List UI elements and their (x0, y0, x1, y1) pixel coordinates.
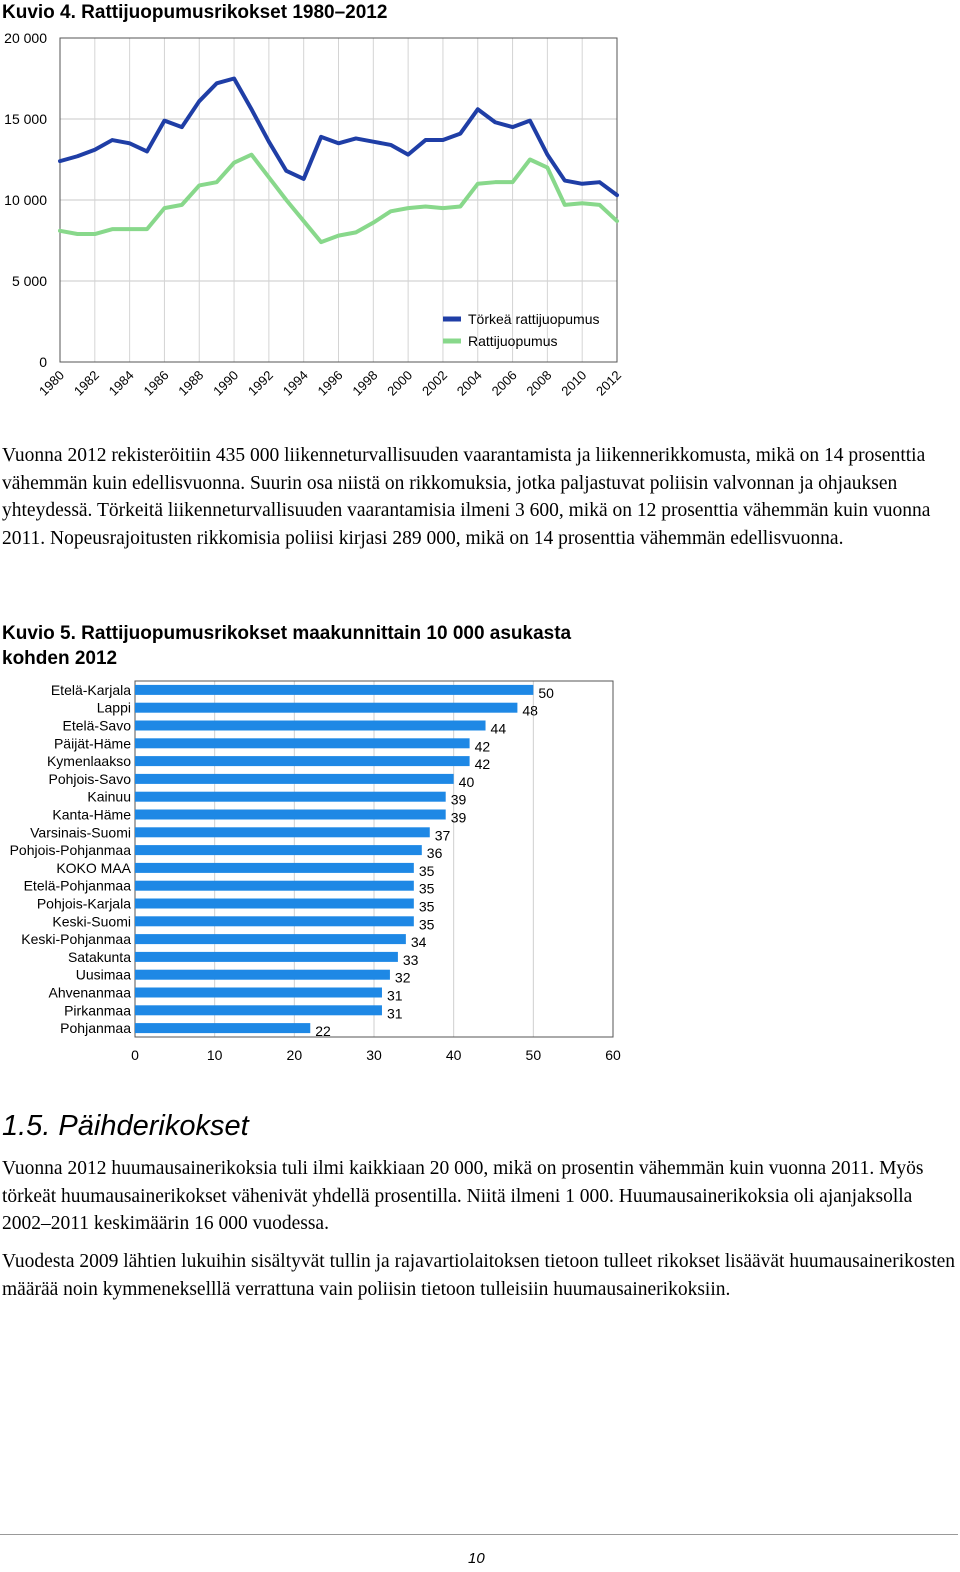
figure4-y-tick-labels (4, 30, 47, 370)
figure5-x-tick-label: 10 (206, 1047, 223, 1063)
figure5-bar (135, 863, 414, 873)
figure5-bar (135, 916, 414, 926)
figure5-category-label: Lappi (96, 699, 131, 716)
figure5-x-tick-label: 60 (605, 1047, 621, 1063)
figure5-grid (135, 681, 613, 1040)
figure4-x-tick-label: 1990 (210, 367, 242, 399)
figure5-bar (135, 988, 382, 998)
figure5-bar-chart (0, 672, 660, 1072)
figure5-category-label: Uusimaa (75, 966, 131, 983)
figure5-x-tick-label: 30 (366, 1047, 382, 1063)
figure4-x-tick-label: 2000 (384, 367, 416, 399)
figure5-category-label: Kymenlaakso (46, 753, 131, 770)
figure5-value-label: 39 (450, 791, 467, 808)
figure4-x-tick-label: 2002 (419, 367, 451, 399)
figure4-x-tick-label: 1982 (70, 367, 102, 399)
figure5-value-label: 44 (490, 720, 507, 737)
figure5-value-label: 50 (538, 684, 554, 701)
figure5-category-label: Pirkanmaa (64, 1002, 131, 1019)
figure5-value-label: 32 (394, 969, 411, 986)
figure5-bar (135, 738, 470, 748)
figure5-category-label: Kainuu (87, 788, 131, 805)
figure5-value-label: 35 (418, 898, 435, 915)
figure5-value-label: 40 (458, 773, 475, 790)
figure5-x-tick-label: 50 (525, 1047, 542, 1063)
figure5-x-tick-labels (131, 1047, 621, 1063)
figure5-bar (135, 703, 517, 713)
figure5-category-label: Satakunta (67, 948, 131, 965)
figure4-x-tick-label: 1998 (349, 367, 381, 399)
figure4-y-tick-label: 5 000 (11, 273, 47, 289)
figure5-caption-line1: Kuvio 5. Rattijuopumusrikokset maakunnittain 10 000 asukasta (2, 623, 572, 644)
figure4-x-tick-label: 2012 (593, 367, 625, 399)
figure5-bar (135, 774, 454, 784)
figure5-category-label: Ahvenanmaa (48, 984, 131, 1001)
figure4-x-tick-label: 1986 (140, 367, 172, 399)
figure5-category-label: Etelä-Pohjanmaa (23, 877, 131, 894)
figure5-value-label: 36 (426, 845, 443, 862)
figure5-bar (135, 970, 390, 980)
figure5-category-label: Keski-Pohjanmaa (21, 931, 131, 948)
figure5-bar (135, 934, 406, 944)
figure5-value-label: 35 (418, 916, 435, 933)
figure5-category-label: KOKO MAA (56, 859, 131, 876)
figure4-line-chart (0, 22, 660, 432)
figure5-category-label: Keski-Suomi (52, 913, 131, 930)
figure5-value-label: 39 (450, 809, 467, 826)
figure5-value-label: 22 (315, 1023, 331, 1040)
figure4-caption: Kuvio 4. Rattijuopumusrikokset 1980–2012 (2, 2, 388, 23)
figure4-legend-label: Törkeä rattijuopumus (468, 311, 600, 327)
figure5-caption-line2: kohden 2012 (2, 648, 118, 669)
figure5-category-label: Etelä-Karjala (50, 681, 131, 698)
figure5-x-tick-label: 40 (445, 1047, 462, 1063)
figure5-bar (135, 756, 470, 766)
figure5-bars (135, 685, 533, 1033)
figure5-category-label: Pohjanmaa (60, 1020, 131, 1037)
figure5-bar (135, 810, 446, 820)
figure5-value-label: 35 (418, 862, 435, 879)
figure5-x-tick-label: 0 (131, 1047, 139, 1063)
paragraph-traffic-offences: Vuonna 2012 rekisteröitiin 435 000 liikenneturvallisuuden vaarantamista ja liikennerikkomusta, mikä on 14 prosenttia vähemmän kuin edellisvuonna. Suurin osa niistä on rikkomuksia, jotka paljastuvat poliisin valvonnan ja ohjauksen yhteydessä. Törkeitä liikenneturvallisuuden vaarantamisia ilmeni 3 600, mikä on 12 prosenttia vähemmän kuin vuonna 2011. Nopeusrajoitusten rikkomisia poliisi kirjasi 289 000, mikä on 14 prosenttia vähemmän edellisvuonna. (2, 445, 931, 549)
figure5-category-label: Varsinais-Suomi (30, 824, 131, 841)
figure5-bar (135, 721, 486, 731)
figure5-category-labels (10, 682, 132, 1036)
figure5-bar (135, 827, 430, 837)
figure5-value-label: 42 (474, 756, 491, 773)
figure5-value-label: 31 (386, 1005, 403, 1022)
figure4-x-tick-label: 1984 (105, 367, 137, 399)
figure5-value-label: 34 (410, 934, 427, 951)
footer-divider (0, 1534, 958, 1535)
figure5-value-label: 31 (386, 987, 403, 1004)
figure5-bar (135, 1005, 382, 1015)
figure5-x-tick-label: 20 (286, 1047, 303, 1063)
figure4-x-tick-labels (36, 368, 624, 399)
figure5-bar (135, 792, 446, 802)
paragraph-drug-offences-note: Vuodesta 2009 lähtien lukuihin sisältyvät tullin ja rajavartiolaitoksen tietoon tulleet rikokset lisäävät huumausainerikosten määrää noin kymmenekselllä verrattuna vain poliisin tietoon tulleisiin huumausainerikoksiin. (2, 1251, 956, 1300)
figure4-x-tick-label: 1980 (36, 367, 68, 399)
figure5-bar (135, 952, 398, 962)
figure5-value-label: 42 (474, 738, 491, 755)
figure4-y-tick-label: 0 (39, 354, 47, 370)
figure5-category-label: Etelä-Savo (62, 717, 131, 734)
figure4-x-tick-label: 2006 (488, 367, 520, 399)
page-number: 10 (468, 1550, 485, 1567)
figure5-category-label: Kanta-Häme (52, 806, 131, 823)
figure4-y-tick-label: 10 000 (4, 192, 47, 208)
figure5-category-label: Pohjois-Pohjanmaa (9, 842, 131, 859)
section-heading: 1.5. Päihderikokset (2, 1110, 249, 1142)
figure5-bar (135, 685, 533, 695)
figure4-x-tick-label: 1994 (279, 367, 311, 399)
figure4-y-tick-label: 15 000 (4, 111, 47, 127)
figure5-category-label: Pohjois-Savo (48, 770, 131, 787)
figure5-value-label: 48 (522, 702, 538, 719)
figure5-value-label: 37 (434, 827, 451, 844)
figure4-x-tick-label: 1992 (244, 367, 276, 399)
figure4-x-tick-label: 1988 (175, 367, 207, 399)
figure5-value-labels (315, 685, 554, 1039)
paragraph-drug-offences: Vuonna 2012 huumausainerikoksia tuli ilmi kaikkiaan 20 000, mikä on prosentin vähemmän kuin vuonna 2011. Myös törkeät huumausainerikokset vähenivät yhdellä prosentilla. Niitä ilmeni 1 000. Huumausainerikoksia oli ajanjaksolla 2002–2011 keskimäärin 16 000 vuodessa. (2, 1158, 924, 1234)
figure5-category-label: Pohjois-Karjala (36, 895, 131, 912)
figure5-bar (135, 1023, 310, 1033)
figure5-bar (135, 899, 414, 909)
figure5-bar (135, 845, 422, 855)
figure5-value-label: 35 (418, 880, 435, 897)
figure4-legend-label: Rattijuopumus (468, 333, 558, 349)
figure4-x-tick-label: 1996 (314, 367, 346, 399)
figure4-y-tick-label: 20 000 (4, 30, 47, 46)
figure5-bar (135, 881, 414, 891)
figure4-x-tick-label: 2004 (453, 367, 485, 399)
figure4-legend (443, 311, 600, 349)
figure4-x-tick-label: 2008 (523, 367, 555, 399)
figure5-value-label: 33 (402, 951, 419, 968)
figure5-category-label: Päijät-Häme (53, 735, 131, 752)
figure4-x-tick-label: 2010 (558, 367, 590, 399)
